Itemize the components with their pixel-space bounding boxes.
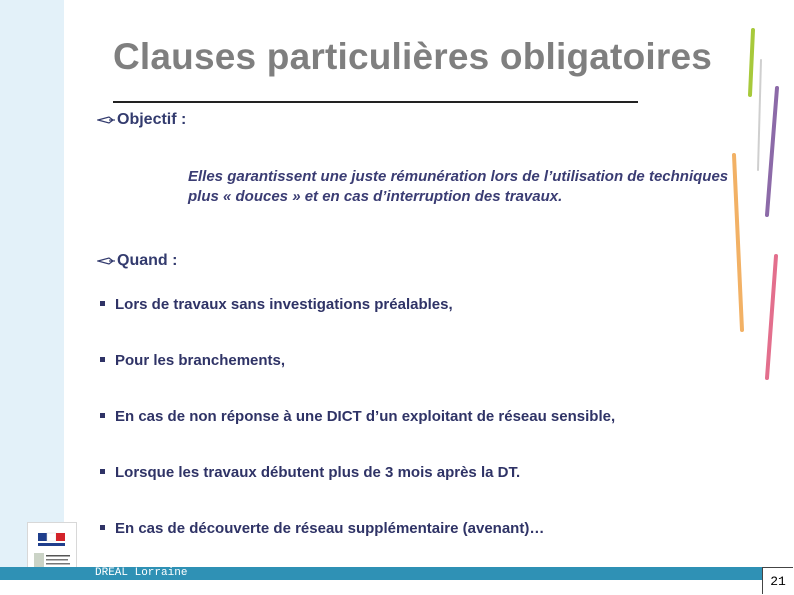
objectif-text: Elles garantissent une juste rémunération lors de l’utilisation de techniques plus « douces » et en cas d’interruption des travaux. <box>188 168 729 205</box>
left-sidebar-band <box>0 0 64 567</box>
page-number: 21 <box>762 567 793 594</box>
decorative-lines <box>720 20 794 390</box>
quand-heading <box>97 252 177 270</box>
objectif-label: Objectif : <box>117 111 187 128</box>
square-bullet-icon <box>100 469 105 474</box>
title-underline <box>113 101 638 103</box>
list-item: En cas de découverte de réseau supplémentaire (avenant)… <box>100 520 544 537</box>
pen-bullet-icon <box>97 256 115 266</box>
pen-bullet-icon <box>97 115 115 125</box>
list-item: Lorsque les travaux débutent plus de 3 mois après la DT. <box>100 464 520 481</box>
square-bullet-icon <box>100 301 105 306</box>
square-bullet-icon <box>100 357 105 362</box>
footer-org: DREAL Lorraine <box>95 567 188 579</box>
list-item: En cas de non réponse à une DICT d’un exploitant de réseau sensible, <box>100 408 615 425</box>
quand-label: Quand : <box>117 252 178 269</box>
objectif-heading <box>97 111 186 129</box>
list-item: Pour les branchements, <box>100 352 285 369</box>
slide-title: Clauses particulières obligatoires <box>113 36 713 77</box>
square-bullet-icon <box>100 413 105 418</box>
square-bullet-icon <box>100 525 105 530</box>
list-item: Lors de travaux sans investigations préalables, <box>100 296 453 313</box>
